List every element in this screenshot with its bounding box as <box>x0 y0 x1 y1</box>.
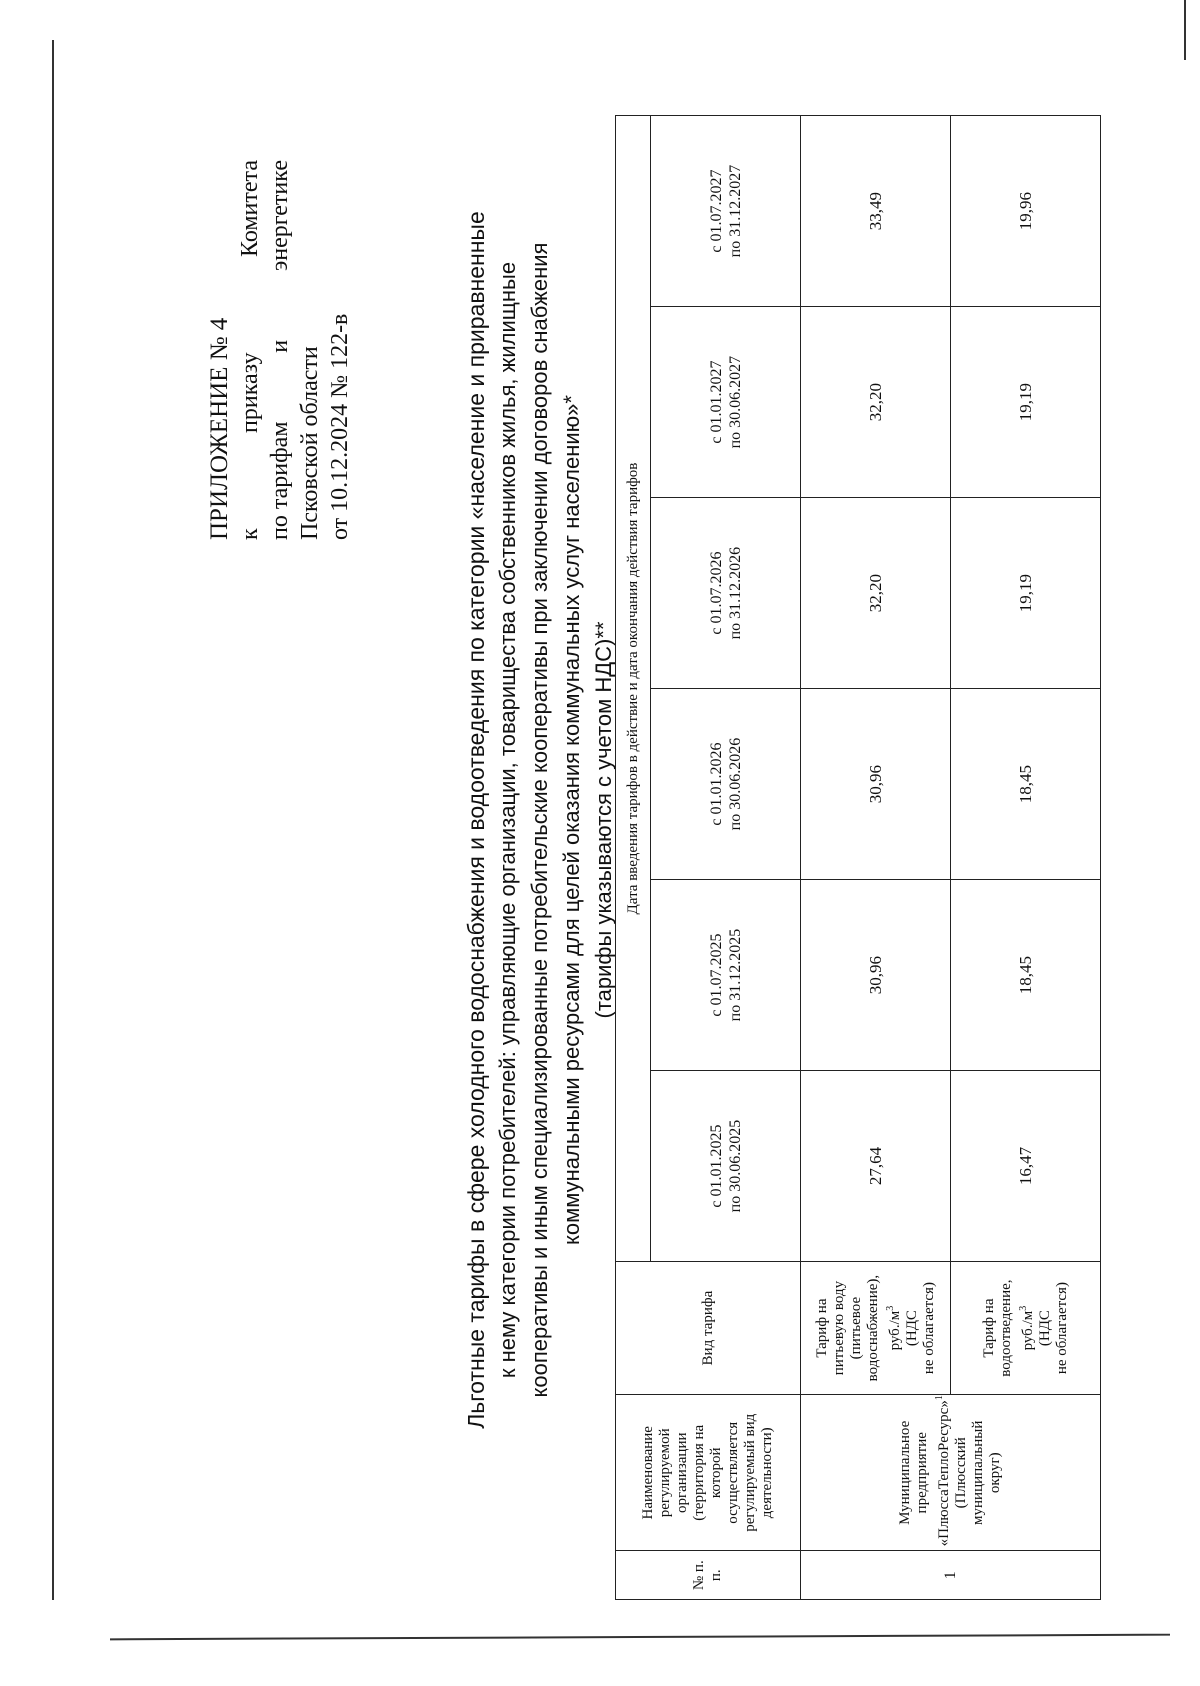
period-to: по 30.06.2025 <box>726 1119 744 1213</box>
period-from: с 01.01.2026 <box>707 742 725 826</box>
tariff-value: 16,47 <box>951 1071 1101 1262</box>
period-from: с 01.01.2027 <box>707 360 725 444</box>
tariff-note: не облагается) <box>920 1282 937 1375</box>
tariff-value: 30,96 <box>801 880 951 1071</box>
header-dates: Дата введения тарифов в действие и дата окончания действия тарифов <box>616 116 651 1262</box>
period-to: по 30.06.2027 <box>726 355 744 449</box>
table-row <box>801 116 951 1600</box>
appendix-line-1 <box>235 160 265 540</box>
appendix-word: приказу <box>237 352 263 433</box>
heading-line-2: к нему категории потребителей: управляющие организации, товарищества собственников жилья, жилищные <box>495 261 520 1379</box>
tariff-value: 30,96 <box>801 689 951 880</box>
tariff-value: 19,96 <box>951 116 1101 307</box>
org-name: Муниципальное предприятие «ПлюссаТеплоРесурс» <box>897 1400 952 1547</box>
period-from: с 01.07.2027 <box>707 169 725 253</box>
tariff-value: 32,20 <box>801 498 951 689</box>
tariff-value: 33,49 <box>801 116 951 307</box>
tariff-kind-cell <box>951 1262 1101 1395</box>
appendix-title: ПРИЛОЖЕНИЕ № 4 <box>206 317 233 540</box>
tariff-value: 18,45 <box>951 689 1101 880</box>
row-number: 1 <box>801 1551 1101 1600</box>
tariff-value: 19,19 <box>951 498 1101 689</box>
heading-line-3: кооперативы и иным специализированные потребительские кооперативы при заключении договоров снабжения <box>527 242 552 1398</box>
rotated-document <box>50 60 1150 1620</box>
header-org: Наименование регулируемой организации (территория на которой осуществляется регулируемый вид деятельности) <box>616 1395 801 1551</box>
period-header <box>651 689 801 880</box>
period-from: с 01.07.2025 <box>707 933 725 1017</box>
tariff-table <box>615 115 1101 1600</box>
heading-line-4: коммунальными ресурсами для целей оказания коммунальных услуг населению»* <box>559 395 584 1245</box>
page-border-bottom <box>110 1634 1170 1641</box>
tariff-value: 18,45 <box>951 880 1101 1071</box>
tariff-kind-cell <box>801 1262 951 1395</box>
period-to: по 30.06.2026 <box>726 737 744 831</box>
period-to: по 31.12.2025 <box>726 928 744 1022</box>
document-heading <box>460 160 620 1480</box>
org-cell <box>801 1395 1101 1551</box>
tariff-value: 19,19 <box>951 307 1101 498</box>
appendix-line-3: Псковской области <box>297 346 323 540</box>
tariff-value: 32,20 <box>801 307 951 498</box>
period-from: с 01.07.2026 <box>707 551 725 635</box>
period-to: по 31.12.2027 <box>726 164 744 258</box>
period-header <box>651 880 801 1071</box>
period-from: с 01.01.2025 <box>707 1124 725 1208</box>
heading-line-5: (тарифы указываются с учетом НДС)** <box>591 621 616 1019</box>
tariff-note: (НДС <box>1036 1310 1053 1347</box>
tariff-note: (НДС <box>903 1310 920 1347</box>
appendix-word: к <box>237 528 263 540</box>
appendix-header <box>205 160 355 540</box>
heading-line-1: Льготные тарифы в сфере холодного водоснабжения и водоотведения по категории «население и приравненные <box>463 211 489 1429</box>
org-territory: (Плюсский муниципальный округ) <box>953 1420 1003 1525</box>
unit-superscript: 3 <box>884 1305 896 1311</box>
header-no: № п. п. <box>616 1551 801 1600</box>
tariff-kind: Тариф на питьевую воду (питьевое водоснабжение), руб./м <box>813 1274 903 1382</box>
period-header <box>651 1071 801 1262</box>
period-header <box>651 498 801 689</box>
page-border-right <box>1184 0 1186 60</box>
appendix-word: энергетике <box>267 160 293 272</box>
header-kind: Вид тарифа <box>616 1262 801 1395</box>
unit-superscript: 3 <box>1017 1305 1029 1311</box>
period-header <box>651 307 801 498</box>
tariff-note: не облагается) <box>1053 1282 1070 1375</box>
table-header-row-top <box>616 116 651 1600</box>
period-header <box>651 116 801 307</box>
tariff-value: 27,64 <box>801 1071 951 1262</box>
appendix-word: Комитета <box>237 160 263 257</box>
org-footnote: 1 <box>934 1395 945 1401</box>
appendix-line-4: от 10.12.2024 № 122-в <box>327 313 353 540</box>
period-to: по 31.12.2026 <box>726 546 744 640</box>
table-row <box>951 116 1101 1600</box>
appendix-word: по тарифам <box>267 421 293 540</box>
appendix-line-2 <box>265 160 295 540</box>
appendix-word: и <box>267 339 293 353</box>
tariff-kind: Тариф на водоотведение, руб./м <box>980 1279 1036 1377</box>
